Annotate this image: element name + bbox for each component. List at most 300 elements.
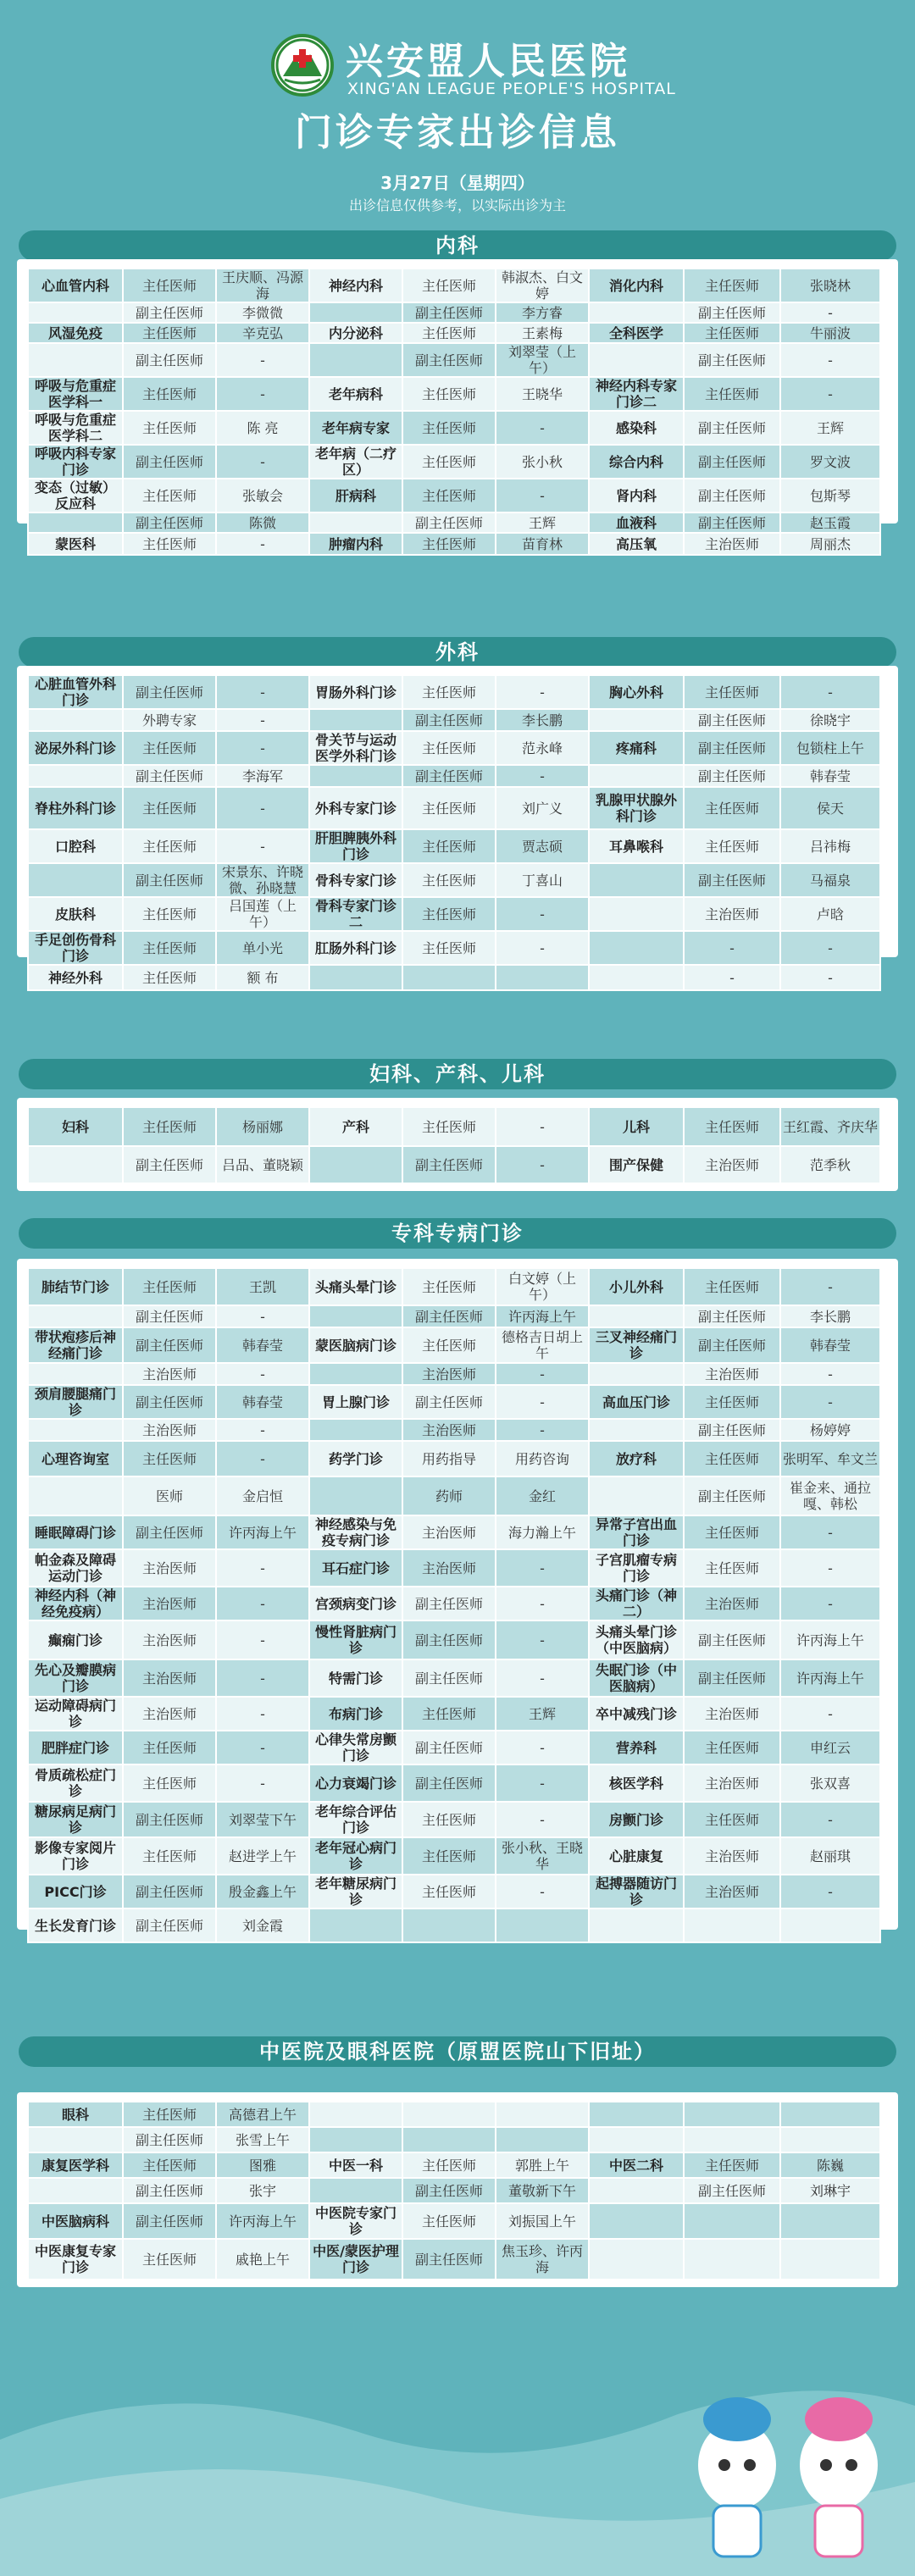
doctor-title-cell: 主任医师 (684, 2152, 780, 2178)
department-cell: 骨关节与运动医学外科门诊 (309, 731, 402, 765)
doctor-name-cell: - (496, 1764, 589, 1802)
department-cell: 泌尿外科门诊 (28, 731, 123, 765)
department-cell: 心律失常房颤门诊 (309, 1731, 402, 1764)
doctor-title-cell: 主任医师 (123, 2239, 216, 2280)
doctor-name-cell (496, 1908, 589, 1942)
department-cell: 围产保健 (589, 1146, 684, 1183)
doctor-title-cell: 副主任医师 (402, 1620, 496, 1659)
department-cell: 外科专家门诊 (309, 787, 402, 829)
department-cell (28, 1305, 123, 1327)
department-cell: 脊柱外科门诊 (28, 787, 123, 829)
department-cell: 老年病专家 (309, 411, 402, 445)
table-row (28, 1620, 880, 1659)
department-cell: 三叉神经痛门诊 (589, 1327, 684, 1363)
table-row (28, 1268, 880, 1305)
department-cell: 先心及瓣膜病门诊 (28, 1659, 123, 1697)
doctor-title-cell: 主任医师 (123, 1764, 216, 1802)
doctor-title-cell: 主任医师 (684, 1268, 780, 1305)
doctor-title-cell: 副主任医师 (684, 302, 780, 323)
department-cell: 核医学科 (589, 1764, 684, 1802)
department-cell: 神经外科 (28, 965, 123, 990)
department-cell (28, 2127, 123, 2152)
doctor-title-cell: 主任医师 (402, 1875, 496, 1908)
doctor-title-cell: 主任医师 (123, 965, 216, 990)
department-cell: 神经内科专家门诊二 (589, 377, 684, 411)
department-cell (309, 2178, 402, 2203)
department-cell (309, 2102, 402, 2127)
table-row (28, 343, 880, 377)
department-cell: 神经内科（神经免疫病） (28, 1587, 123, 1620)
doctor-title-cell: 副主任医师 (684, 765, 780, 787)
doctor-title-cell: 副主任医师 (123, 1875, 216, 1908)
doctor-title-cell: 主任医师 (402, 533, 496, 555)
section-title: 中医院及眼科医院（原盟医院山下旧址） (19, 2036, 896, 2067)
department-cell: 神经内科 (309, 269, 402, 302)
department-cell: 运动障碍病门诊 (28, 1697, 123, 1731)
doctor-name-cell: - (496, 411, 589, 445)
department-cell (309, 1908, 402, 1942)
department-cell: 放疗科 (589, 1441, 684, 1476)
department-cell (28, 512, 123, 533)
department-cell: 特需门诊 (309, 1659, 402, 1697)
doctor-title-cell (402, 965, 496, 990)
doctor-title-cell: 副主任医师 (402, 1764, 496, 1802)
department-cell: 骨质疏松症门诊 (28, 1764, 123, 1802)
doctor-title-cell: 主任医师 (123, 2102, 216, 2127)
doctor-name-cell: 卢晗 (780, 897, 880, 931)
page-header (0, 0, 915, 220)
department-cell: 慢性肾脏病门诊 (309, 1620, 402, 1659)
hospital-name-en: XING'AN LEAGUE PEOPLE'S HOSPITAL (347, 80, 676, 98)
doctor-title-cell: 主治医师 (684, 1146, 780, 1183)
doctor-title-cell: 副主任医师 (684, 512, 780, 533)
doctor-name-cell: - (216, 533, 309, 555)
department-cell: 感染科 (589, 411, 684, 445)
department-cell: 失眠门诊（中医脑病） (589, 1659, 684, 1697)
doctor-name-cell: 王辉 (496, 512, 589, 533)
doctor-name-cell: - (780, 1515, 880, 1549)
doctor-name-cell: 赵丽琪 (780, 1837, 880, 1875)
table-row (28, 931, 880, 965)
doctor-title-cell: 主治医师 (684, 1837, 780, 1875)
doctor-title-cell: 副主任医师 (684, 1659, 780, 1697)
doctor-name-cell: 海力瀚上午 (496, 1515, 589, 1549)
doctor-name-cell: 张小秋 (496, 445, 589, 479)
doctor-title-cell: 副主任医师 (402, 709, 496, 731)
table-row (28, 1764, 880, 1802)
table-row (28, 2127, 880, 2152)
doctor-title-cell: 主任医师 (123, 323, 216, 343)
doctor-title-cell: 副主任医师 (123, 1327, 216, 1363)
mascot-area (0, 2338, 915, 2576)
doctor-name-cell: - (780, 931, 880, 965)
doctor-name-cell (780, 2102, 880, 2127)
department-cell: 中医院专家门诊 (309, 2203, 402, 2239)
doctor-name-cell: 辛克弘 (216, 323, 309, 343)
doctor-title-cell: 副主任医师 (402, 512, 496, 533)
doctor-name-cell: 王凯 (216, 1268, 309, 1305)
doctor-title-cell: 副主任医师 (402, 1731, 496, 1764)
doctor-title-cell: 副主任医师 (123, 1305, 216, 1327)
doctor-name-cell: 申红云 (780, 1731, 880, 1764)
doctor-name-cell (780, 2127, 880, 2152)
table-row (28, 731, 880, 765)
doctor-title-cell (684, 2203, 780, 2239)
table-row (28, 2239, 880, 2280)
doctor-name-cell (780, 2239, 880, 2280)
doctor-title-cell: 主任医师 (123, 1837, 216, 1875)
department-cell (28, 343, 123, 377)
doctor-name-cell: 王晓华 (496, 377, 589, 411)
table-row (28, 302, 880, 323)
doctor-name-cell: 郭胜上午 (496, 2152, 589, 2178)
doctor-name-cell: 刘翠莹下午 (216, 1802, 309, 1837)
doctor-name-cell: 高德君上午 (216, 2102, 309, 2127)
doctor-title-cell: 主任医师 (402, 1802, 496, 1837)
department-cell: 肿瘤内科 (309, 533, 402, 555)
department-cell: 肥胖症门诊 (28, 1731, 123, 1764)
doctor-title-cell (684, 1908, 780, 1942)
table-row (28, 1441, 880, 1476)
doctor-title-cell: 副主任医师 (684, 479, 780, 512)
doctor-name-cell: - (216, 1697, 309, 1731)
department-cell: 老年病（二疗区） (309, 445, 402, 479)
doctor-name-cell: 贾志硕 (496, 829, 589, 863)
table-row (28, 1659, 880, 1697)
doctor-name-cell: - (496, 1363, 589, 1385)
department-cell: 老年糖尿病门诊 (309, 1875, 402, 1908)
doctor-title-cell: 副主任医师 (684, 1327, 780, 1363)
doctor-name-cell: 牛丽波 (780, 323, 880, 343)
department-cell (589, 2102, 684, 2127)
doctor-title-cell: 副主任医师 (684, 709, 780, 731)
doctor-name-cell: 焦玉珍、许丙海 (496, 2239, 589, 2280)
doctor-title-cell: 副主任医师 (123, 302, 216, 323)
doctor-name-cell: 陈巍 (780, 2152, 880, 2178)
department-cell: 肛肠外科门诊 (309, 931, 402, 965)
doctor-name-cell: 许丙海上午 (216, 2203, 309, 2239)
table-row (28, 863, 880, 897)
doctor-name-cell: 戚艳上午 (216, 2239, 309, 2280)
department-cell: 生长发育门诊 (28, 1908, 123, 1942)
doctor-title-cell: 副主任医师 (684, 863, 780, 897)
department-cell (589, 2178, 684, 2203)
schedule-table (27, 1267, 881, 1943)
department-cell: 胃上腺门诊 (309, 1385, 402, 1419)
doctor-title-cell: 副主任医师 (402, 302, 496, 323)
department-cell (309, 512, 402, 533)
doctor-name-cell: 韩春莹 (780, 1327, 880, 1363)
doctor-title-cell: 主治医师 (123, 1549, 216, 1587)
section-title: 妇科、产科、儿科 (19, 1059, 896, 1089)
department-cell (28, 709, 123, 731)
note-label: 出诊信息仅供参考，以实际出诊为主 (348, 197, 566, 213)
doctor-name-cell: 徐晓宇 (780, 709, 880, 731)
doctor-title-cell: 主任医师 (123, 829, 216, 863)
doctor-name-cell: - (780, 675, 880, 709)
doctor-name-cell: 李长鹏 (780, 1305, 880, 1327)
doctor-title-cell: 主任医师 (684, 269, 780, 302)
doctor-name-cell: 陈 亮 (216, 411, 309, 445)
department-cell (309, 2127, 402, 2152)
doctor-title-cell: 主任医师 (123, 931, 216, 965)
department-cell: 心力衰竭门诊 (309, 1764, 402, 1802)
department-cell: 房颤门诊 (589, 1802, 684, 1837)
doctor-name-cell: - (496, 1549, 589, 1587)
schedule-table (27, 2101, 881, 2280)
department-cell (28, 1363, 123, 1385)
doctor-name-cell: 杨丽娜 (216, 1107, 309, 1146)
doctor-name-cell: 吕祎梅 (780, 829, 880, 863)
doctor-name-cell: 许丙海上午 (496, 1305, 589, 1327)
doctor-name-cell: - (496, 1385, 589, 1419)
department-cell: 心血管内科 (28, 269, 123, 302)
department-cell: 心脏康复 (589, 1837, 684, 1875)
department-cell: 宫颈病变门诊 (309, 1587, 402, 1620)
department-cell: 心脏血管外科门诊 (28, 675, 123, 709)
department-cell (589, 863, 684, 897)
section-title: 外科 (19, 637, 896, 668)
doctor-name-cell: 范永峰 (496, 731, 589, 765)
department-cell (589, 2239, 684, 2280)
doctor-name-cell: 崔金来、通拉嘎、韩松 (780, 1476, 880, 1515)
doctor-name-cell: - (216, 675, 309, 709)
schedule-table (27, 1106, 881, 1184)
doctor-title-cell: 副主任医师 (123, 512, 216, 533)
doctor-name-cell: 李海军 (216, 765, 309, 787)
doctor-title-cell: 主任医师 (123, 533, 216, 555)
doctor-title-cell (402, 1908, 496, 1942)
department-cell: 妇科 (28, 1107, 123, 1146)
doctor-title-cell: 副主任医师 (402, 1385, 496, 1419)
department-cell (28, 1419, 123, 1441)
doctor-title-cell: 主任医师 (123, 897, 216, 931)
department-cell: 糖尿病足病门诊 (28, 1802, 123, 1837)
doctor-name-cell: - (216, 1305, 309, 1327)
department-cell: 药学门诊 (309, 1441, 402, 1476)
doctor-title-cell: 主任医师 (402, 897, 496, 931)
doctor-name-cell: 王辉 (496, 1697, 589, 1731)
table-row (28, 269, 880, 302)
doctor-name-cell: - (216, 1363, 309, 1385)
doctor-name-cell: - (216, 1659, 309, 1697)
table-row (28, 1476, 880, 1515)
department-cell (309, 1363, 402, 1385)
doctor-title-cell: 副主任医师 (402, 1587, 496, 1620)
doctor-title-cell: 主任医师 (123, 1731, 216, 1764)
doctor-title-cell: 主任医师 (684, 1731, 780, 1764)
doctor-name-cell: 用药咨询 (496, 1441, 589, 1476)
doctor-title-cell: 主任医师 (684, 829, 780, 863)
doctor-name-cell: 韩淑杰、白文婷 (496, 269, 589, 302)
table-row (28, 1419, 880, 1441)
doctor-title-cell: 副主任医师 (684, 731, 780, 765)
department-cell: 疼痛科 (589, 731, 684, 765)
doctor-title-cell: 主治医师 (684, 1697, 780, 1731)
doctor-name-cell: 侯天 (780, 787, 880, 829)
table-row (28, 765, 880, 787)
department-cell: 布病门诊 (309, 1697, 402, 1731)
doctor-name-cell: 苗育林 (496, 533, 589, 555)
doctor-title-cell: 主治医师 (402, 1515, 496, 1549)
department-cell: 骨科专家门诊 (309, 863, 402, 897)
department-cell: 内分泌科 (309, 323, 402, 343)
doctor-title-cell: 主任医师 (402, 731, 496, 765)
doctor-title-cell: 用药指导 (402, 1441, 496, 1476)
doctor-name-cell: 李长鹏 (496, 709, 589, 731)
department-cell (589, 709, 684, 731)
department-cell: 头痛头晕门诊（中医脑病） (589, 1620, 684, 1659)
doctor-name-cell: 图雅 (216, 2152, 309, 2178)
doctor-name-cell: - (216, 731, 309, 765)
table-row (28, 533, 880, 555)
department-cell: 癫痫门诊 (28, 1620, 123, 1659)
department-cell (28, 302, 123, 323)
department-cell (589, 931, 684, 965)
department-cell (309, 1146, 402, 1183)
hospital-name-cn: 兴安盟人民医院 (346, 40, 630, 83)
doctor-name-cell: 杨婷婷 (780, 1419, 880, 1441)
doctor-title-cell: 主任医师 (402, 1268, 496, 1305)
doctor-name-cell: - (496, 1659, 589, 1697)
doctor-name-cell: 范季秋 (780, 1146, 880, 1183)
doctor-title-cell: 副主任医师 (123, 1385, 216, 1419)
doctor-name-cell: 许丙海上午 (780, 1620, 880, 1659)
department-cell: PICC门诊 (28, 1875, 123, 1908)
department-cell: 口腔科 (28, 829, 123, 863)
doctor-title-cell: 主任医师 (684, 1802, 780, 1837)
doctor-title-cell (684, 2127, 780, 2152)
doctor-name-cell: 赵进学上午 (216, 1837, 309, 1875)
table-row (28, 1549, 880, 1587)
doctor-title-cell: 主治医师 (402, 1419, 496, 1441)
department-cell (309, 709, 402, 731)
doctor-name-cell (780, 2203, 880, 2239)
table-row (28, 377, 880, 411)
doctor-title-cell: 主任医师 (123, 269, 216, 302)
doctor-title-cell: 主任医师 (402, 787, 496, 829)
doctor-name-cell: 刘振国上午 (496, 2203, 589, 2239)
doctor-name-cell (496, 965, 589, 990)
department-cell: 中医/蒙医护理门诊 (309, 2239, 402, 2280)
doctor-name-cell: - (780, 1549, 880, 1587)
table-row (28, 1107, 880, 1146)
doctor-name-cell: 金红 (496, 1476, 589, 1515)
doctor-name-cell: 李微微 (216, 302, 309, 323)
department-cell: 肺结节门诊 (28, 1268, 123, 1305)
doctor-name-cell: - (216, 1441, 309, 1476)
department-cell: 起搏器随访门诊 (589, 1875, 684, 1908)
department-cell: 产科 (309, 1107, 402, 1146)
doctor-title-cell: 副主任医师 (402, 1305, 496, 1327)
department-cell: 帕金森及障碍运动门诊 (28, 1549, 123, 1587)
doctor-title-cell: 主治医师 (684, 533, 780, 555)
doctor-title-cell (684, 2102, 780, 2127)
department-cell (309, 765, 402, 787)
doctor-title-cell (684, 2239, 780, 2280)
doctor-title-cell: 主任医师 (123, 377, 216, 411)
doctor-name-cell: 张双喜 (780, 1764, 880, 1802)
doctor-name-cell: - (780, 343, 880, 377)
doctor-title-cell: 主任医师 (402, 1327, 496, 1363)
table-row (28, 1837, 880, 1875)
department-cell: 异常子宫出血门诊 (589, 1515, 684, 1549)
doctor-title-cell: 主任医师 (684, 377, 780, 411)
doctor-title-cell: 主治医师 (402, 1363, 496, 1385)
doctor-title-cell: 主任医师 (402, 377, 496, 411)
doctor-title-cell: 主治医师 (123, 1620, 216, 1659)
doctor-title-cell: 主任医师 (123, 1441, 216, 1476)
doctor-title-cell: 主任医师 (402, 1107, 496, 1146)
department-cell (28, 1476, 123, 1515)
doctor-title-cell (402, 2127, 496, 2152)
table-row (28, 1802, 880, 1837)
department-cell: 儿科 (589, 1107, 684, 1146)
doctor-name-cell: 董敬新下午 (496, 2178, 589, 2203)
doctor-name-cell: 李方睿 (496, 302, 589, 323)
doctor-title-cell: 副主任医师 (123, 2127, 216, 2152)
table-row (28, 897, 880, 931)
doctor-title-cell: 主任医师 (123, 731, 216, 765)
doctor-title-cell: 主任医师 (684, 1515, 780, 1549)
table-row (28, 512, 880, 533)
doctor-title-cell (402, 2102, 496, 2127)
doctor-title-cell: 副主任医师 (684, 2178, 780, 2203)
doctor-name-cell: 赵玉霞 (780, 512, 880, 533)
doctor-title-cell: 主任医师 (402, 931, 496, 965)
department-cell (589, 343, 684, 377)
department-cell: 心理咨询室 (28, 1441, 123, 1476)
department-cell: 耳石症门诊 (309, 1549, 402, 1587)
department-cell: 呼吸与危重症医学科一 (28, 377, 123, 411)
doctor-title-cell: 副主任医师 (684, 411, 780, 445)
department-cell (309, 1476, 402, 1515)
department-cell: 胸心外科 (589, 675, 684, 709)
table-row (28, 479, 880, 512)
department-cell: 肝胆脾胰外科门诊 (309, 829, 402, 863)
table-row (28, 787, 880, 829)
doctor-title-cell: 主任医师 (402, 2203, 496, 2239)
doctor-name-cell: - (496, 1875, 589, 1908)
doctor-name-cell: - (496, 1419, 589, 1441)
doctor-title-cell: 主任医师 (402, 479, 496, 512)
department-cell (589, 1305, 684, 1327)
doctor-name-cell: - (780, 1385, 880, 1419)
doctor-name-cell: 单小光 (216, 931, 309, 965)
doctor-name-cell: - (216, 787, 309, 829)
department-cell: 骨科专家门诊二 (309, 897, 402, 931)
department-cell: 变态（过敏）反应科 (28, 479, 123, 512)
department-cell (28, 1146, 123, 1183)
department-cell: 蒙医脑病门诊 (309, 1327, 402, 1363)
hospital-logo-icon (271, 34, 334, 97)
table-row (28, 965, 880, 990)
department-cell: 康复医学科 (28, 2152, 123, 2178)
doctor-title-cell: 副主任医师 (684, 1305, 780, 1327)
doctor-title-cell: 主任医师 (123, 479, 216, 512)
doctor-name-cell: - (496, 1146, 589, 1183)
doctor-title-cell: 副主任医师 (123, 2203, 216, 2239)
section-title: 专科专病门诊 (19, 1218, 896, 1249)
doctor-name-cell: - (780, 1268, 880, 1305)
department-cell (309, 1419, 402, 1441)
department-cell (309, 965, 402, 990)
doctor-title-cell: 主治医师 (123, 1419, 216, 1441)
table-row (28, 1731, 880, 1764)
doctor-name-cell: - (216, 1419, 309, 1441)
doctor-title-cell: 主治医师 (123, 1659, 216, 1697)
department-cell (589, 1908, 684, 1942)
